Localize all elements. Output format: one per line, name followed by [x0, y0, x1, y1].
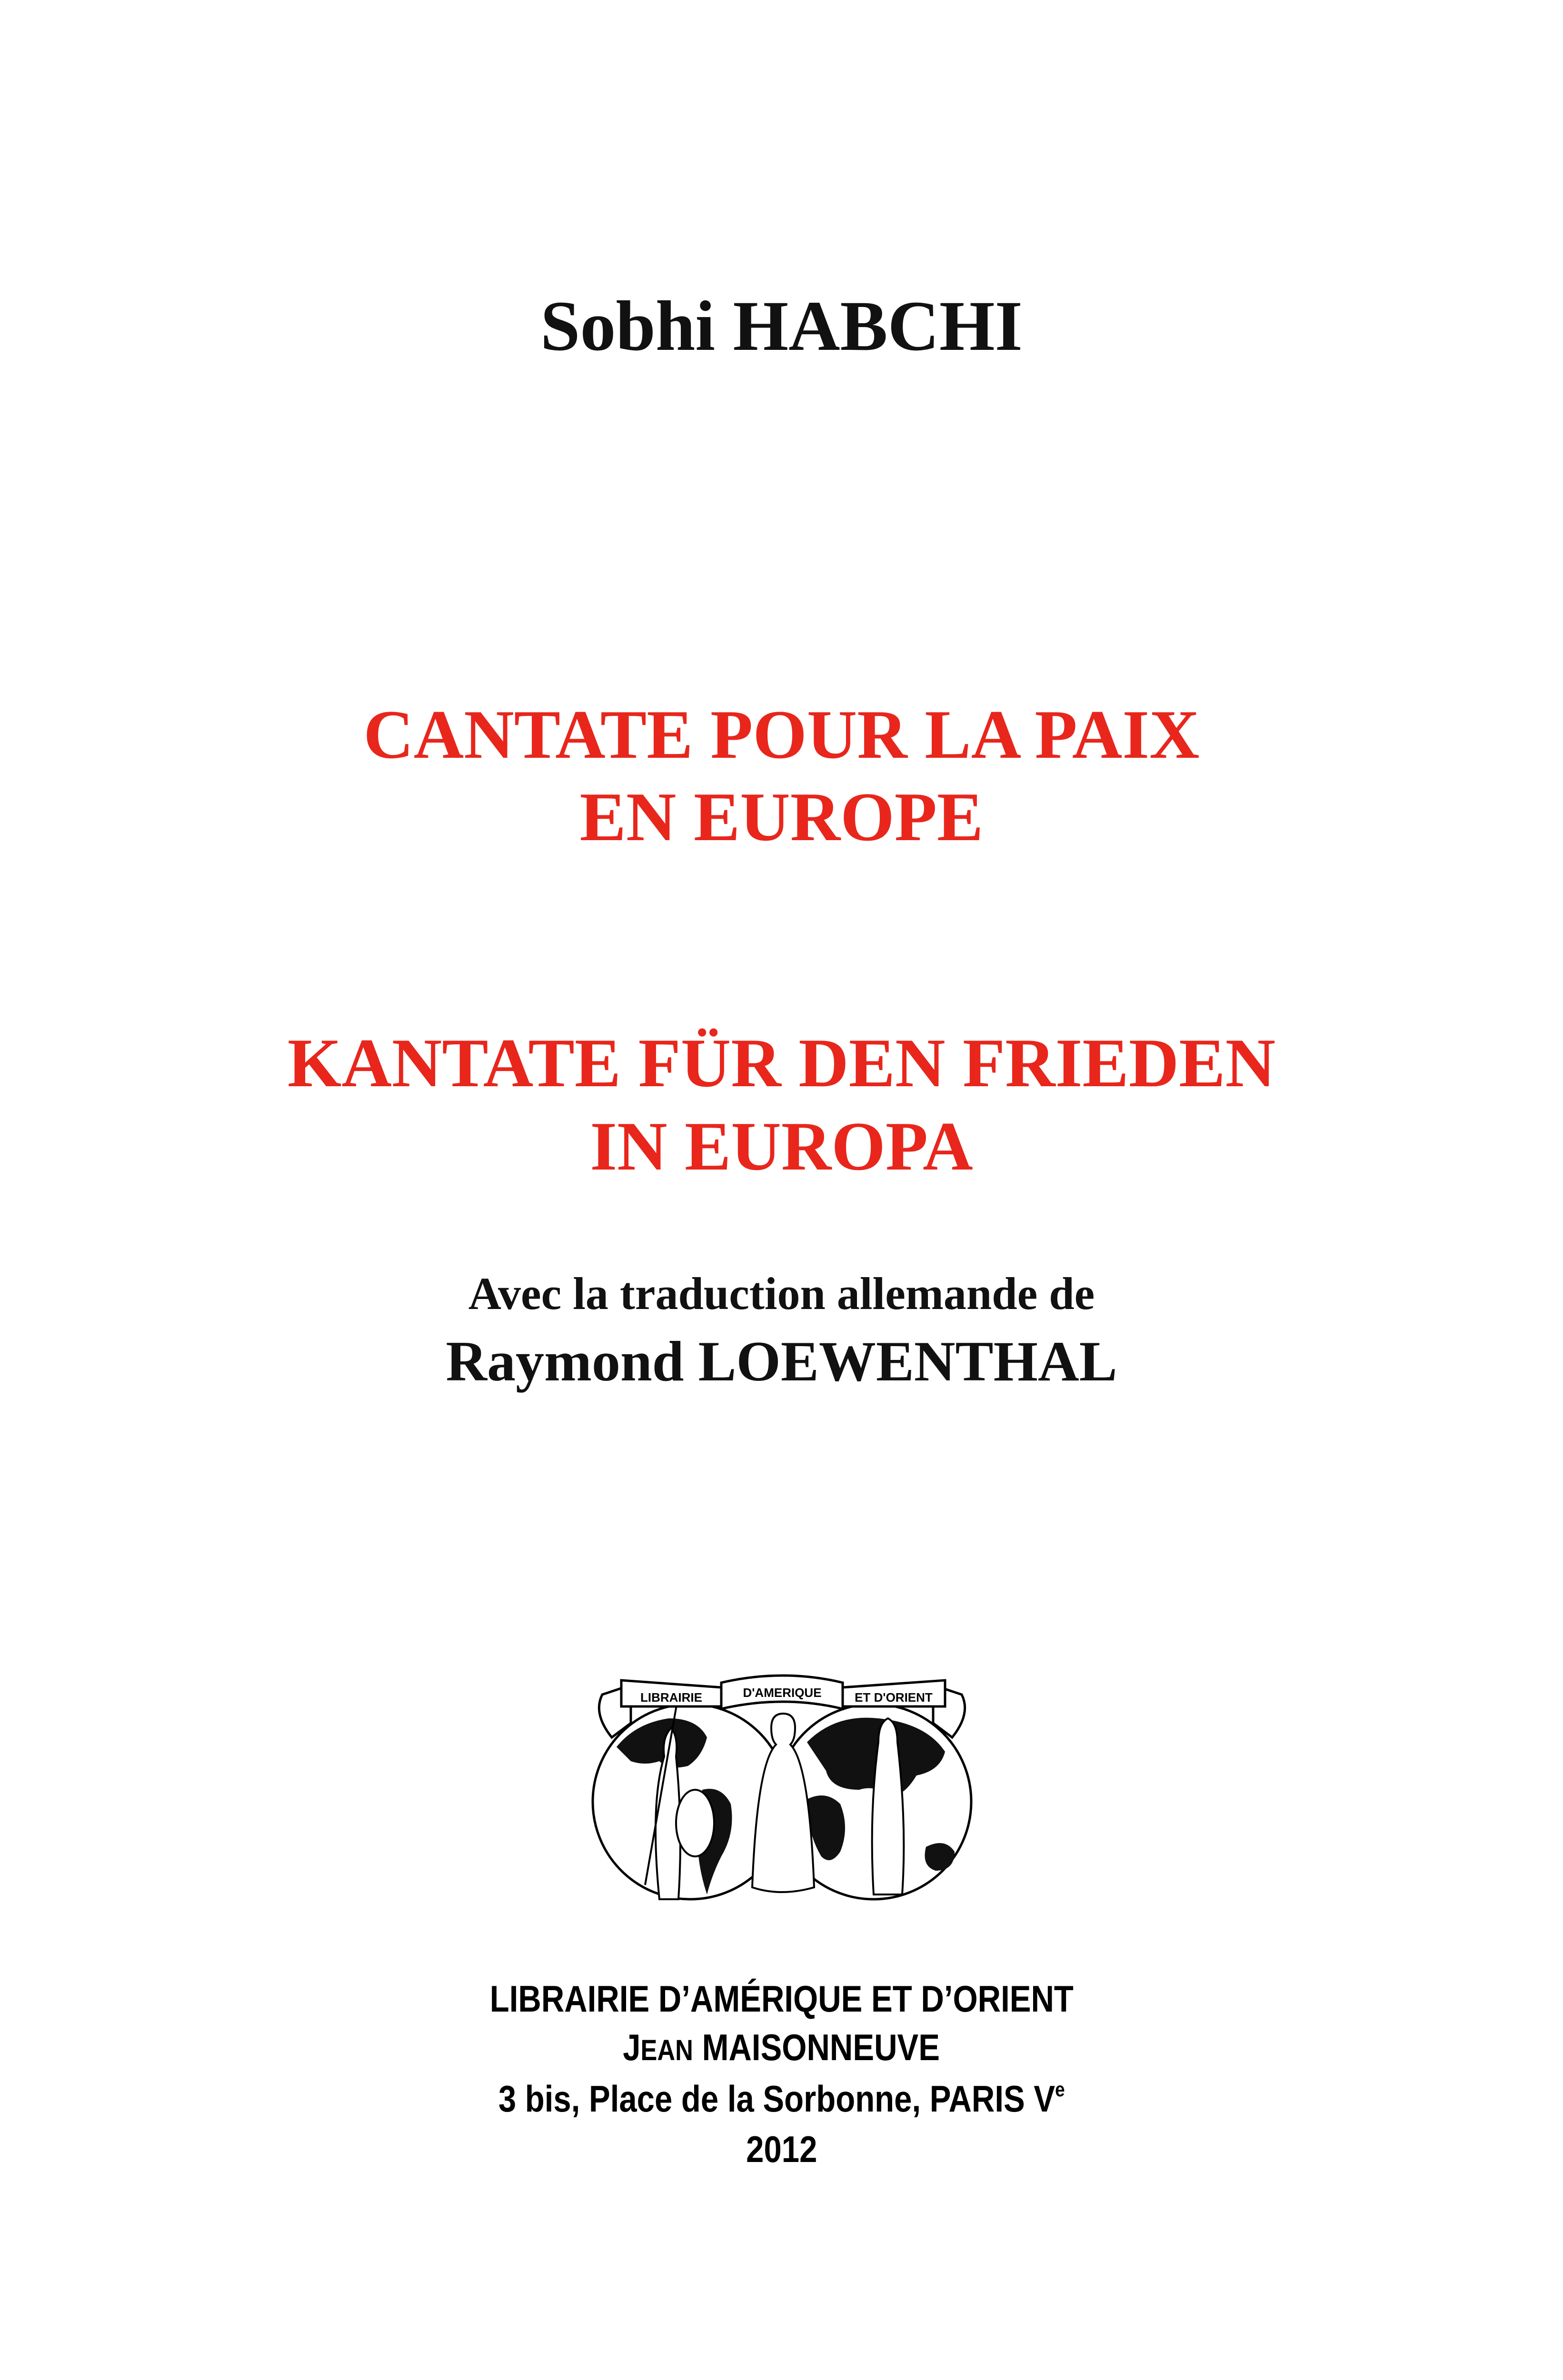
author-name: Sobhi HABCHI [540, 287, 1023, 366]
publisher-editor [0, 2026, 1563, 2068]
publisher-address [0, 2078, 1563, 2120]
editor-first-rest: EAN [640, 2034, 694, 2066]
shield-icon [676, 1790, 714, 1856]
title-german-line-2: IN EUROPA [590, 1108, 973, 1185]
translator-name: Raymond LOEWENTHAL [446, 1329, 1117, 1393]
year-text: 2012 [746, 2128, 817, 2170]
logo-banner-word: LIBRAIRIE [640, 1690, 702, 1705]
logo-banner-word: D'AMERIQUE [743, 1686, 822, 1700]
logo-banner-word: ET D'ORIENT [855, 1690, 933, 1705]
publication-year [0, 2128, 1563, 2170]
publisher-logo [583, 1661, 981, 1904]
translation-note: Avec la traduction allemande de [468, 1268, 1095, 1319]
editor-last-name: MAISONNEUVE [702, 2026, 940, 2068]
publisher-name [0, 1978, 1563, 2020]
title-german-line-1: KANTATE FÜR DEN FRIEDEN [287, 1024, 1276, 1101]
title-french-line-1: CANTATE POUR LA PAIX [363, 696, 1200, 773]
title-french-line-2: EN EUROPE [579, 778, 984, 855]
address-text: 3 bis, Place de la Sorbonne, PARIS V [498, 2078, 1055, 2120]
title-page [0, 287, 1563, 2349]
publisher-name-text: LIBRAIRIE D’AMÉRIQUE ET D’ORIENT [489, 1978, 1074, 2020]
address-superscript: e [1055, 2078, 1065, 2101]
editor-first-initial: J [623, 2026, 641, 2068]
